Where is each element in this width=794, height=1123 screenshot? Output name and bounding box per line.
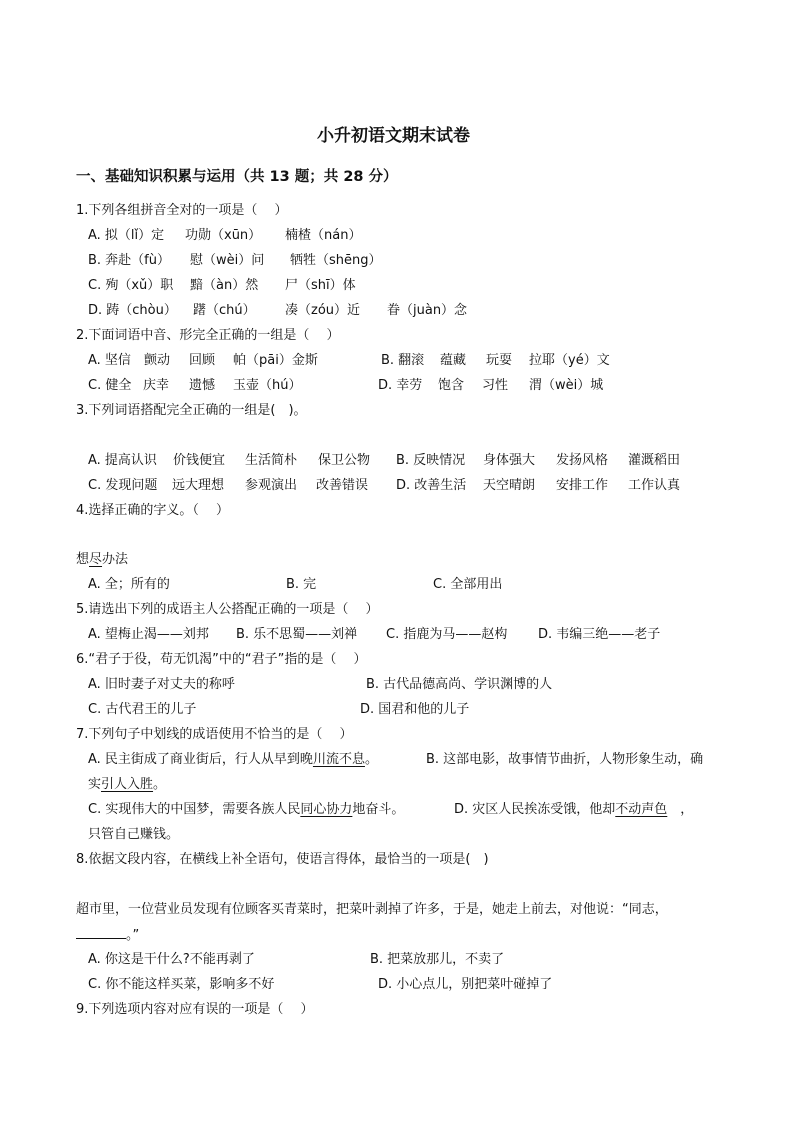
q7-option-b-cont	[88, 778, 166, 791]
question-3-stem: 3.下列词语搭配完全正确的一组是( )。	[76, 403, 307, 418]
q7-b-cont-pre: 实	[88, 777, 102, 792]
q8-passage: 超市里，一位营业员发现有位顾客买青菜时，把菜叶剥掉了许多，于是，她走上前去，对他说：“同志，	[76, 902, 668, 917]
question-6-stem: 6.“君子于役，苟无饥渴”中的“君子”指的是（ ）	[76, 652, 367, 667]
question-4-stem: 4.选择正确的字义。（ ）	[76, 503, 230, 518]
q5-option-c: C. 指鹿为马——赵构	[386, 627, 508, 642]
q4-phrase-pre: 想	[76, 552, 90, 567]
question-1-stem: 1.下列各组拼音全对的一项是（ ）	[76, 203, 288, 218]
q8-option-c: C. 你不能这样买菜，影响多不好	[88, 977, 275, 992]
q5-option-b: B. 乐不思蜀——刘禅	[236, 627, 358, 642]
q8-option-a: A. 你这是干什么?不能再剥了	[88, 952, 255, 967]
question-5-stem: 5.请选出下列的成语主人公搭配正确的一项是（ ）	[76, 602, 379, 617]
q4-phrase	[76, 553, 128, 566]
section-heading: 一、基础知识积累与运用（共 13 题；共 28 分）	[76, 169, 398, 185]
q7-option-d-cont: 只管自己赚钱。	[88, 827, 180, 842]
question-2-stem: 2.下面词语中音、形完全正确的一组是（ ）	[76, 328, 340, 343]
question-7-stem: 7.下列句子中划线的成语使用不恰当的是（ ）	[76, 727, 353, 742]
q7-b-underlined-idiom: 引人入胜	[101, 777, 154, 792]
q5-option-d: D. 韦编三绝——老子	[538, 627, 661, 642]
fill-blank	[76, 928, 126, 939]
question-9-stem: 9.下列选项内容对应有误的一项是（ ）	[76, 1002, 314, 1017]
q6-option-a: A. 旧时妻子对丈夫的称呼	[88, 677, 235, 692]
q7-d-underlined-idiom: 不动声色	[615, 802, 668, 817]
q6-option-d: D. 国君和他的儿子	[360, 702, 470, 717]
q7-c-end: 地奋斗。	[352, 802, 405, 817]
q7-d-end: ，	[667, 802, 694, 817]
q7-option-a	[88, 753, 378, 766]
q6-option-b: B. 古代品德高尚、学识渊博的人	[366, 677, 553, 692]
q8-passage-end: 。”	[126, 928, 140, 943]
q4-phrase-marked-char: 尽	[89, 552, 103, 567]
q8-passage-cont	[76, 928, 139, 942]
q4-option-b: B. 完	[286, 577, 317, 592]
q5-option-a: A. 望梅止渴——刘邦	[88, 627, 209, 642]
q7-a-underlined-idiom: 川流不息	[312, 752, 365, 767]
q4-phrase-post: 办法	[102, 552, 129, 567]
page-title: 小升初语文期末试卷	[317, 126, 470, 146]
q7-option-d	[454, 803, 693, 816]
q4-option-a: A. 全；所有的	[88, 577, 170, 592]
q8-option-d: D. 小心点儿，别把菜叶碰掉了	[378, 977, 553, 992]
q7-a-text: A. 民主街成了商业街后，行人从早到晚	[88, 752, 313, 767]
question-8-stem: 8.依据文段内容，在横线上补全语句，使语言得体，最恰当的一项是( )	[76, 852, 489, 867]
q7-option-b: B. 这部电影，故事情节曲折，人物形象生动，确	[426, 752, 704, 767]
q6-option-c: C. 古代君王的儿子	[88, 702, 197, 717]
q8-option-b: B. 把菜放那儿，不卖了	[370, 952, 505, 967]
q7-c-underlined-idiom: 同心协力	[300, 802, 353, 817]
q7-c-text: C. 实现伟大的中国梦，需要各族人民	[88, 802, 301, 817]
q4-option-c: C. 全部用出	[433, 577, 503, 592]
q7-option-c	[88, 803, 404, 816]
q7-a-end: 。	[364, 752, 378, 767]
q7-d-text: D. 灾区人民挨冻受饿，他却	[454, 802, 616, 817]
q7-b-end: 。	[153, 777, 167, 792]
